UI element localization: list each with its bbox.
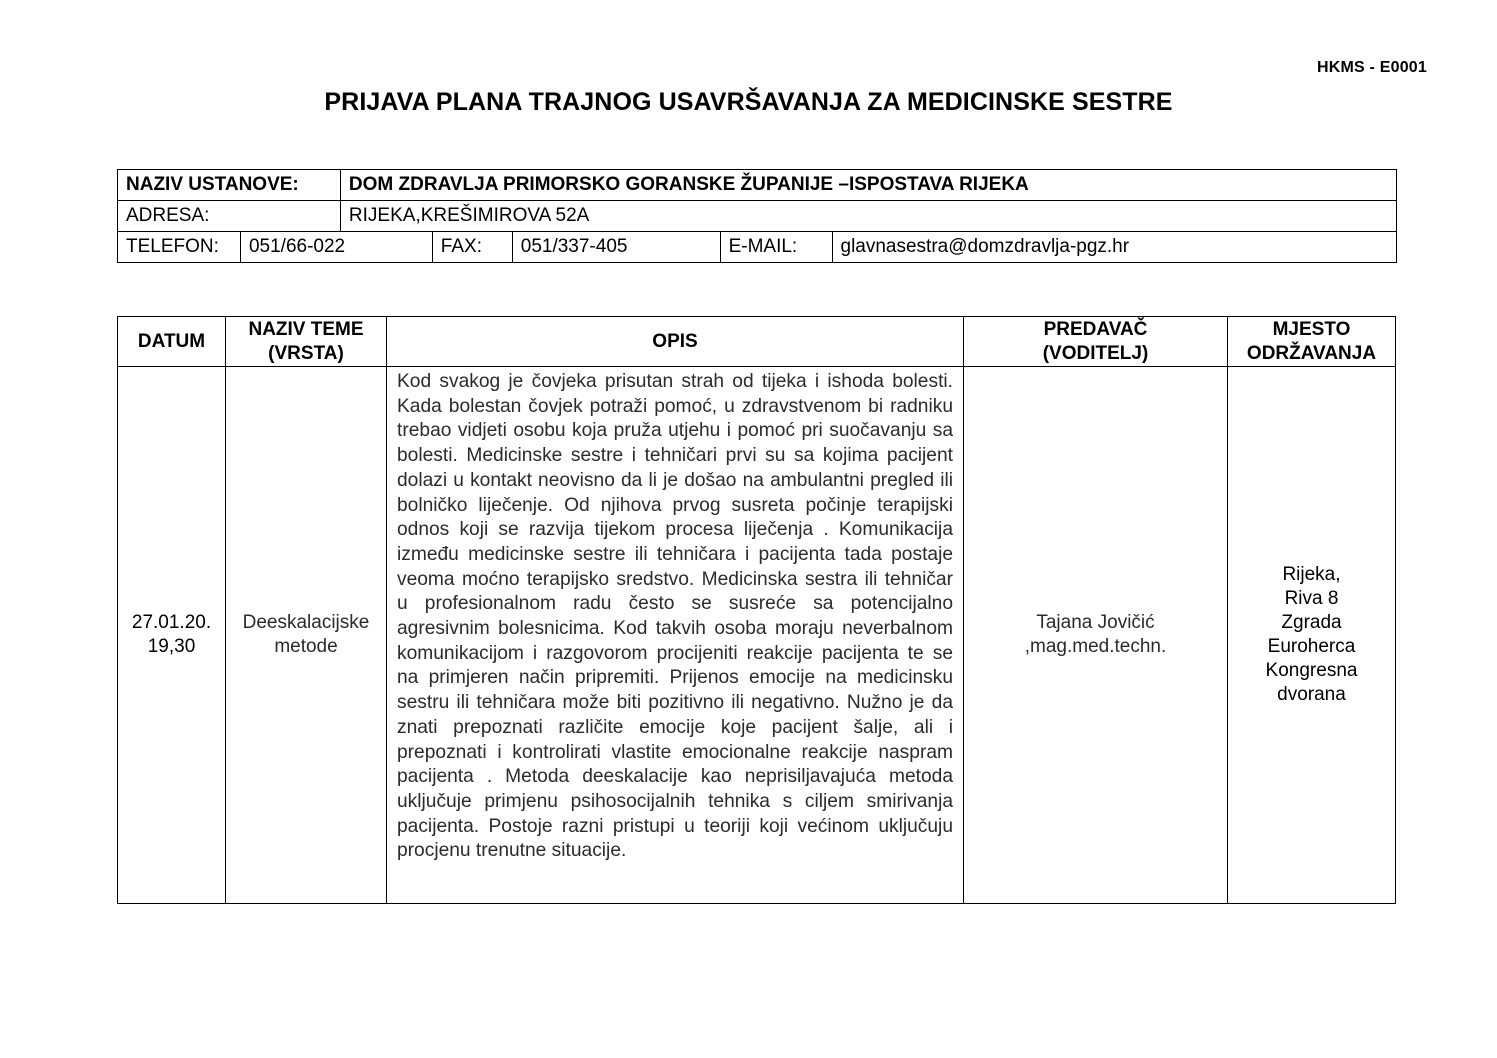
cell-topic: Deeskalacijske metode [226, 367, 387, 904]
venue-line: Kongresna [1265, 660, 1358, 681]
phone-value: 051/66-022 [240, 232, 432, 263]
contact-row [118, 232, 1397, 263]
institution-name-label: NAZIV USTANOVE: [118, 170, 341, 201]
venue-line: dvorana [1277, 684, 1346, 705]
phone-label: TELEFON: [118, 232, 241, 263]
institution-name-row [118, 170, 1397, 201]
institution-info-table [117, 169, 1397, 263]
document-title: PRIJAVA PLANA TRAJNOG USAVRŠAVANJA ZA MEDICINSKE SESTRE [324, 88, 1173, 116]
address-value: RIJEKA,KREŠIMIROVA 52A [340, 201, 1396, 232]
venue-line: Zgrada [1281, 612, 1342, 633]
cell-date [118, 367, 226, 904]
header-topic: NAZIV TEME (VRSTA) [226, 317, 387, 367]
header-description: OPIS [387, 317, 964, 367]
document-code: HKMS - E0001 [1317, 59, 1427, 76]
header-venue: MJESTO ODRŽAVANJA [1228, 317, 1396, 367]
plan-header-row [118, 317, 1396, 367]
fax-value: 051/337-405 [512, 232, 720, 263]
lecturer-title: ,mag.med.techn. [1024, 636, 1167, 657]
plan-row [118, 367, 1396, 904]
email-label: E-MAIL: [720, 232, 832, 263]
address-row [118, 201, 1397, 232]
venue-line: Euroherca [1267, 636, 1356, 657]
venue-line: Rijeka, [1282, 564, 1341, 585]
header-lecturer: PREDAVAČ (VODITELJ) [964, 317, 1228, 367]
cell-venue [1228, 367, 1396, 904]
institution-name-value: DOM ZDRAVLJA PRIMORSKO GORANSKE ŽUPANIJE –ISPOSTAVA RIJEKA [340, 170, 1396, 201]
address-label: ADRESA: [118, 201, 341, 232]
fax-label: FAX: [432, 232, 512, 263]
header-date: DATUM [118, 317, 226, 367]
lecturer-name: Tajana Jovičić [1036, 612, 1155, 633]
event-date: 27.01.20. [131, 612, 212, 633]
cell-lecturer [964, 367, 1228, 904]
venue-line: Riva 8 [1284, 588, 1339, 609]
training-plan-table [117, 316, 1396, 904]
event-time: 19,30 [147, 636, 196, 657]
cell-description: Kod svakog je čovjeka prisutan strah od tijeka i ishoda bolesti. Kada bolestan čovjek potraži pomoć, u zdravstvenom bi radniku trebao vidjeti osobu koja pruža utjehu i pomoć pri suočavanju sa bolesti. Medicinske sestre i tehničari prvi su sa kojima pacijent dolazi u kontakt neovisno da li je došao na ambulantni pregled ili bolničko liječenje. Od njihova prvog susreta počinje terapijski odnos koji se razvija tijekom procesa liječenja . Komunikacija između medicinske sestre ili tehničara i pacijenta tada postaje veoma moćno terapijsko sredstvo. Medicinska sestra ili tehničar u profesionalnom radu često se susreće sa potencijalno agresivnim bolesnicima. Kod takvih osoba moraju neverbalnom komunikacijom i razgovorom procijeniti reakcije pacijenta te se na primjeren način pripremiti. Prijenos emocije na medicinsku sestru ili tehničara može biti pozitivno ili negativno. Nužno je da znati prepoznati različite emocije koje pacijent šalje, ali i prepoznati i kontrolirati vlastite emocionalne reakcije naspram pacijenta . Metoda deeskalacije kao neprisiljavajuća metoda uključuje primjenu psihosocijalnih tehnika s ciljem smirivanja pacijenta. Postoje razni pristupi u teoriji koji većinom uključuju procjenu trenutne situacije. [387, 367, 964, 904]
email-value: glavnasestra@domzdravlja-pgz.hr [832, 232, 1397, 263]
